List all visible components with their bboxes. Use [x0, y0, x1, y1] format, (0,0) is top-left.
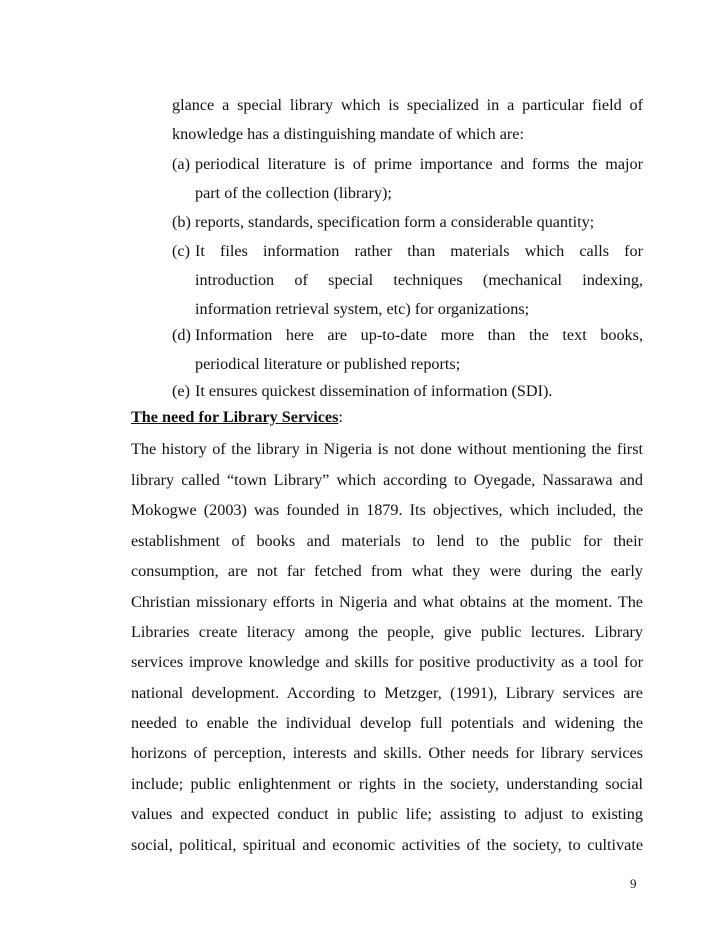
section-heading-colon: : [338, 408, 343, 426]
list-item-c-line-1: It files information rather than materials which calls for [195, 242, 643, 260]
body-line-6: Christian missionary efforts in Nigeria and what obtains at the moment. The [131, 593, 643, 611]
page-number: 9 [630, 876, 637, 891]
body-line-3: Mokogwe (2003) was founded in 1879. Its objectives, which included, the [131, 501, 643, 519]
body-line-8: services improve knowledge and skills for positive productivity as a tool for [131, 653, 643, 671]
list-item-d-label: (d) [172, 326, 191, 344]
list-item-d-line-2: periodical literature or published reports; [195, 355, 461, 373]
list-item-b-line-1: reports, standards, specification form a considerable quantity; [195, 213, 595, 231]
body-line-13: values and expected conduct in public life; assisting to adjust to existing [131, 805, 643, 823]
list-item-a-line-1: periodical literature is of prime importance and forms the major [195, 155, 643, 173]
section-heading [131, 407, 343, 427]
body-line-9: national development. According to Metzger, (1991), Library services are [131, 684, 643, 702]
list-item-d-line-1: Information here are up-to-date more than the text books, [195, 326, 643, 344]
body-line-5: consumption, are not far fetched from what they were during the early [131, 562, 643, 580]
body-line-14: social, political, spiritual and economic activities of the society, to cultivate [131, 836, 643, 854]
intro-line-1: glance a special library which is specialized in a particular field of [172, 96, 643, 114]
section-heading-text: The need for Library Services [131, 408, 339, 426]
body-line-12: include; public enlightenment or rights in the society, understanding social [131, 775, 643, 793]
body-line-10: needed to enable the individual develop full potentials and widening the [131, 714, 643, 732]
list-item-c-label: (c) [172, 242, 190, 260]
body-line-7: Libraries create literacy among the people, give public lectures. Library [131, 623, 643, 641]
list-item-e-line-1: It ensures quickest dissemination of information (SDI). [195, 382, 553, 400]
body-line-2: library called “town Library” which according to Oyegade, Nassarawa and [131, 471, 643, 489]
list-item-b-label: (b) [172, 213, 191, 231]
body-line-1: The history of the library in Nigeria is not done without mentioning the first [131, 440, 643, 458]
intro-line-2: knowledge has a distinguishing mandate of which are: [172, 125, 524, 143]
body-line-11: horizons of perception, interests and skills. Other needs for library services [131, 744, 643, 762]
list-item-e-label: (e) [172, 382, 190, 400]
body-line-4: establishment of books and materials to lend to the public for their [131, 532, 643, 550]
list-item-c-line-3: information retrieval system, etc) for organizations; [195, 300, 530, 318]
list-item-c-line-2: introduction of special techniques (mechanical indexing, [195, 271, 643, 289]
list-item-a-label: (a) [172, 155, 190, 173]
list-item-a-line-2: part of the collection (library); [195, 184, 392, 202]
